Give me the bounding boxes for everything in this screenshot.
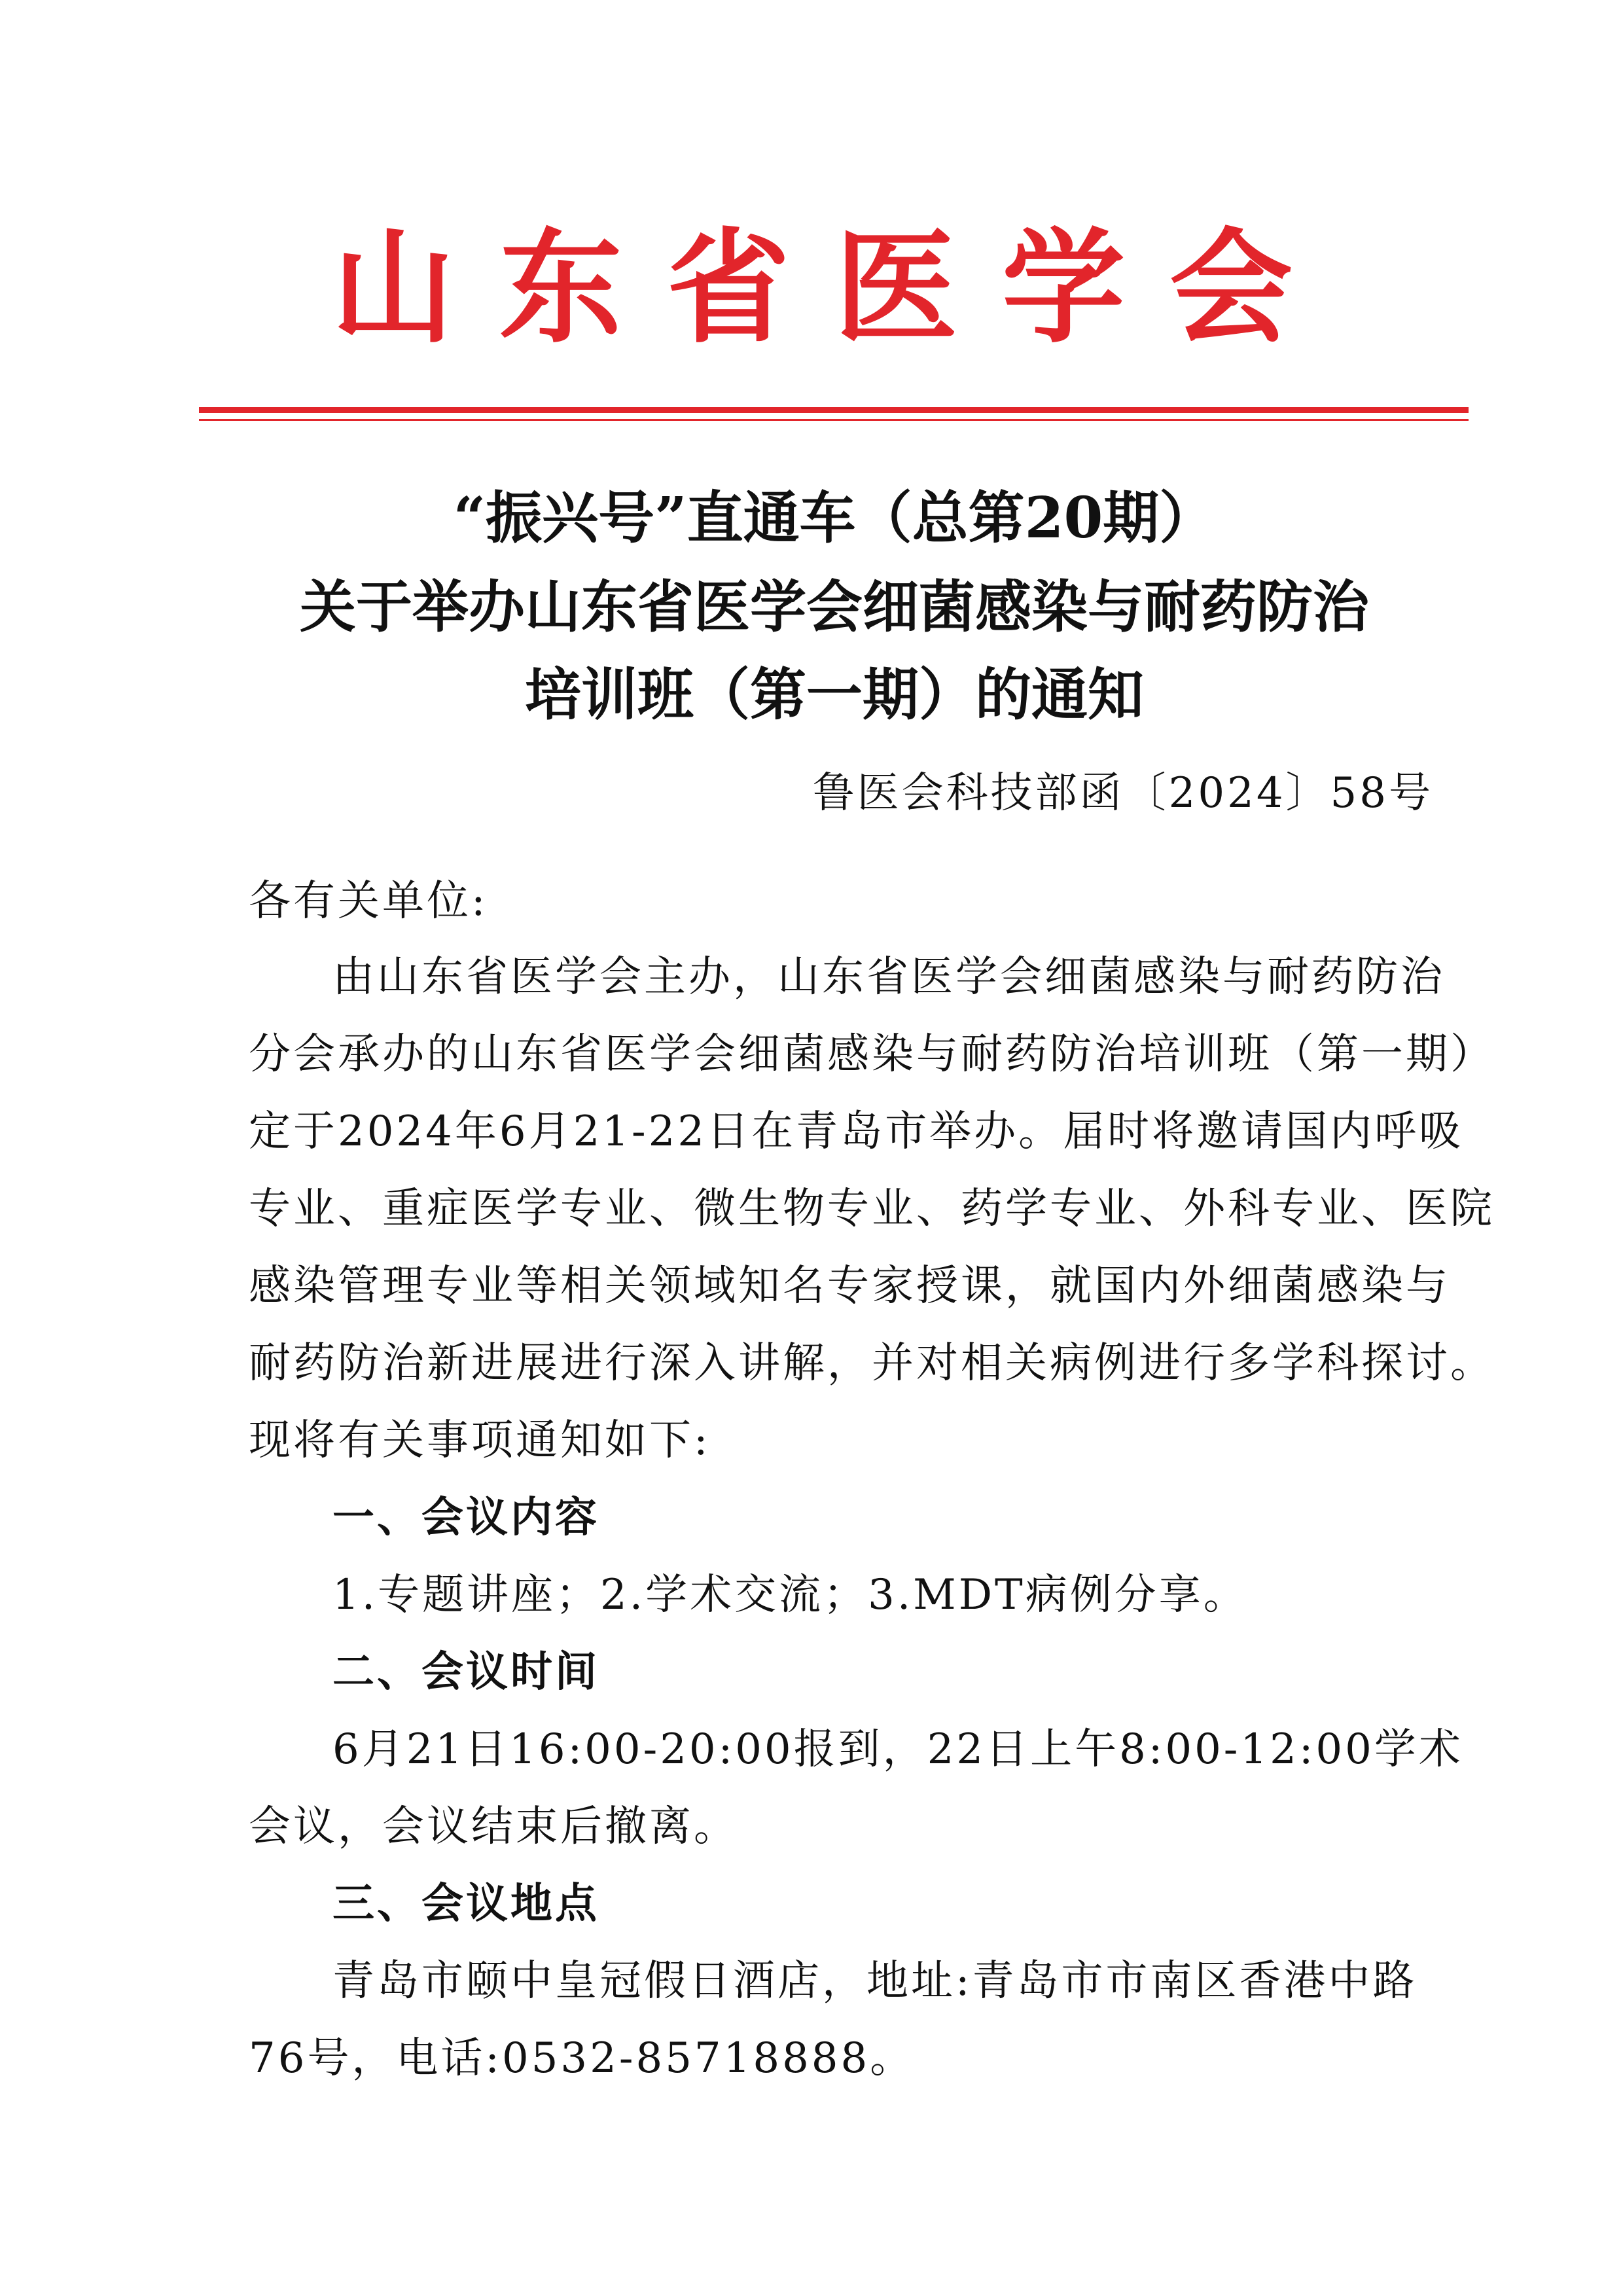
letterhead-rule-thin (199, 419, 1469, 421)
salutation: 各有关单位: (249, 877, 488, 925)
section-time-line: 6月21日16:00-20:00报到，22日上午8:00-12:00学术 (332, 1725, 1463, 1774)
doc-title-line-3: 培训班（第一期）的通知 (525, 662, 1144, 728)
doc-title-line-2: 关于举办山东省医学会细菌感染与耐药防治 (300, 574, 1369, 640)
section-heading-location: 三、会议地点 (332, 1880, 599, 1928)
section-location-line: 76号，电话:0532-85718888。 (249, 2034, 915, 2083)
intro-line: 专业、重症医学专业、微生物专业、药学专业、外科专业、医院 (249, 1185, 1495, 1233)
intro-line: 耐药防治新进展进行深入讲解，并对相关病例进行多学科探讨。 (249, 1339, 1495, 1388)
section-location-line: 青岛市颐中皇冠假日酒店，地址:青岛市市南区香港中路 (332, 1957, 1418, 2005)
section-content-line: 1.专题讲座；2.学术交流；3.MDT病例分享。 (332, 1571, 1248, 1619)
intro-line: 由山东省医学会主办，山东省医学会细菌感染与耐药防治 (332, 953, 1445, 1001)
letterhead-rule-thick (199, 407, 1469, 413)
letterhead-organization: 山东省医学会 (332, 215, 1337, 360)
section-heading-content: 一、会议内容 (332, 1494, 599, 1542)
section-heading-time: 二、会议时间 (332, 1648, 599, 1696)
intro-line: 感染管理专业等相关领域知名专家授课，就国内外细菌感染与 (249, 1262, 1450, 1310)
section-time-line: 会议，会议结束后撤离。 (249, 1803, 738, 1851)
intro-line: 定于2024年6月21-22日在青岛市举办。届时将邀请国内呼吸 (249, 1107, 1464, 1156)
document-number: 鲁医会科技部函〔2024〕58号 (812, 769, 1433, 817)
doc-title-line-1: “振兴号”直通车（总第20期） (453, 485, 1216, 551)
intro-line: 现将有关事项通知如下: (249, 1416, 711, 1465)
intro-line: 分会承办的山东省医学会细菌感染与耐药防治培训班（第一期） (249, 1030, 1495, 1079)
